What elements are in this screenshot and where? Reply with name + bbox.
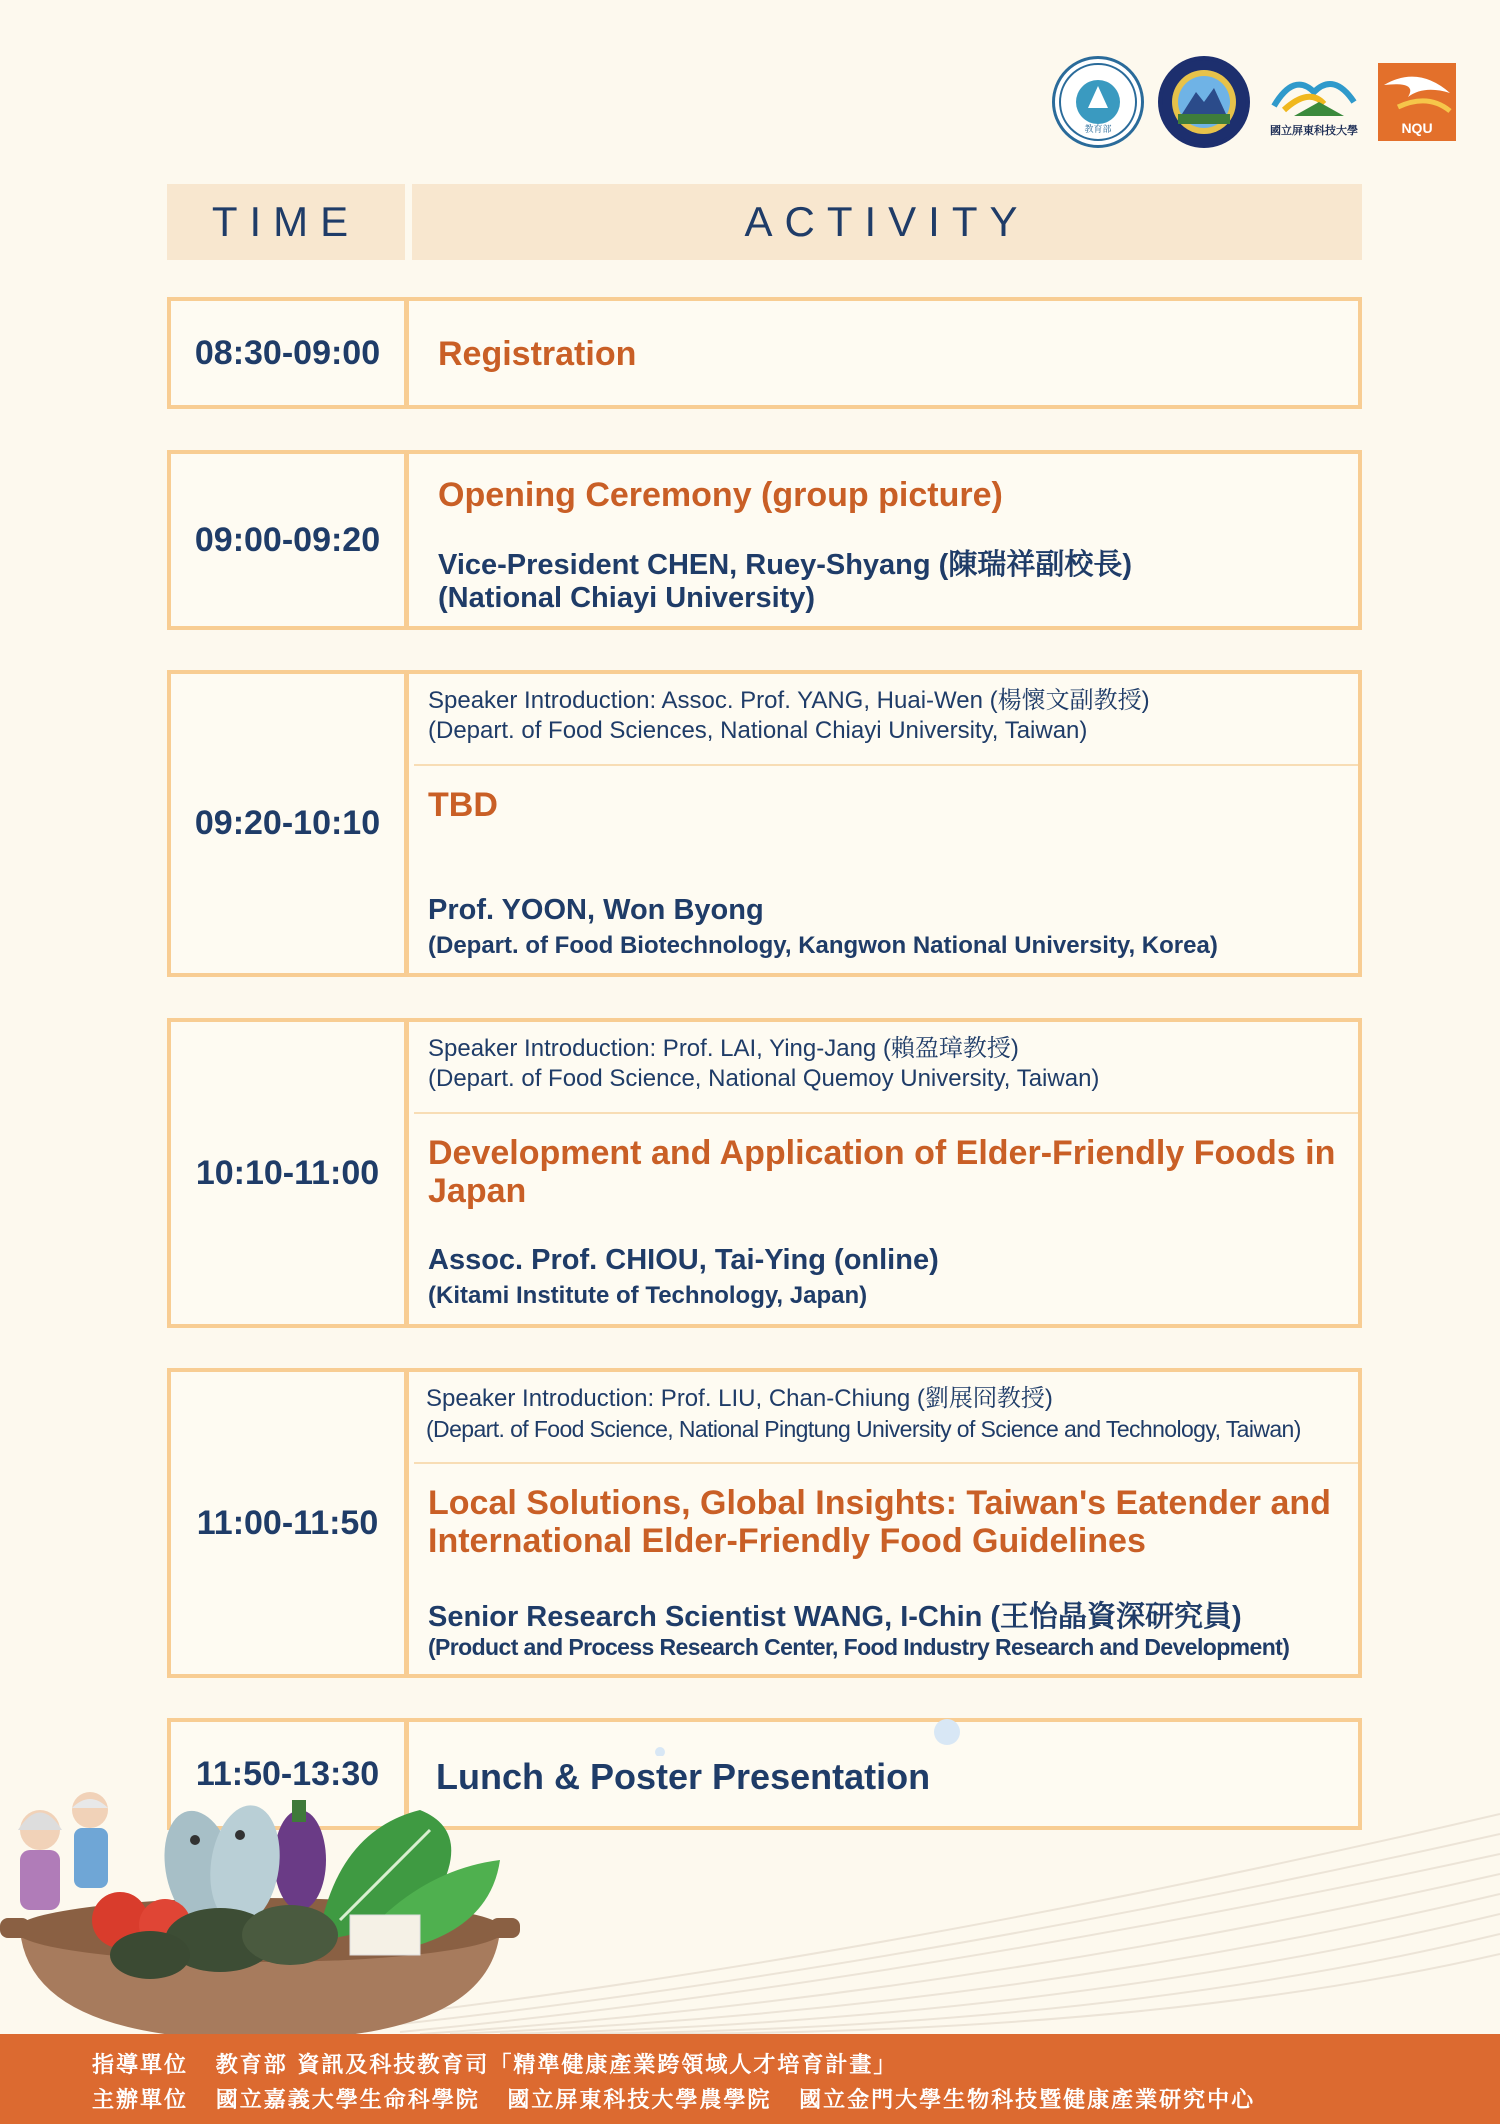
footer-guidance-line — [92, 2048, 1500, 2083]
time-cell: 09:20-10:10 — [171, 674, 409, 973]
time-cell: 11:50-13:30 — [171, 1722, 409, 1826]
introducer-name: Speaker Introduction: Prof. LIU, Chan-Chiung (劉展冏教授) — [426, 1385, 1053, 1412]
activity-cell — [414, 674, 1358, 973]
activity-cell — [414, 454, 1358, 626]
talk-title-line: Development and Application of Elder-Friendly Foods in — [428, 1134, 1336, 1172]
svg-text:教育部: 教育部 — [1084, 125, 1112, 135]
svg-text:NQU: NQU — [1401, 120, 1433, 136]
host-org-1: 國立嘉義大學生命科學院 — [215, 2088, 480, 2113]
introducer-affiliation: (Depart. of Food Science, National Quemoy University, Taiwan) — [428, 1065, 1100, 1092]
activity-cell — [414, 301, 1358, 405]
footer-organizers — [0, 2034, 1500, 2124]
speaker-introduction — [414, 1372, 1358, 1464]
talk-title — [428, 1484, 1331, 1560]
introducer-affiliation: (Depart. of Food Sciences, National Chiayi University, Taiwan) — [428, 717, 1088, 744]
npust-logo — [1264, 56, 1364, 148]
speaker-name: Vice-President CHEN, Ruey-Shyang (陳瑞祥副校長) — [438, 549, 1132, 581]
speaker-name: Assoc. Prof. CHIOU, Tai-Ying (online) — [428, 1244, 939, 1276]
introducer-affiliation: (Depart. of Food Science, National Pingtung University of Science and Technology, Taiwan) — [426, 1416, 1301, 1442]
activity-title: Registration — [438, 335, 637, 373]
speaker-name: Prof. YOON, Won Byong — [428, 894, 764, 926]
talk-title-line: Local Solutions, Global Insights: Taiwan's Eatender and — [428, 1484, 1331, 1522]
time-cell: 08:30-09:00 — [171, 301, 409, 405]
talk-title: TBD — [428, 786, 498, 824]
guidance-text: 教育部 資訊及科技教育司「精準健康產業跨領域人才培育計畫」 — [215, 2053, 898, 2078]
time-cell: 10:10-11:00 — [171, 1022, 409, 1324]
activity-title: Lunch & Poster Presentation — [436, 1756, 931, 1797]
schedule-row-talk-2 — [167, 1018, 1362, 1328]
svg-text:國立屏東科技大學: 國立屏東科技大學 — [1270, 124, 1358, 137]
introducer-name: Speaker Introduction: Prof. LAI, Ying-Jang (賴盈璋教授) — [428, 1035, 1019, 1062]
ministry-of-education-logo — [1052, 56, 1144, 148]
decorative-dots — [640, 1716, 980, 1756]
schedule-row-talk-3 — [167, 1368, 1362, 1678]
introducer-name: Speaker Introduction: Assoc. Prof. YANG, Huai-Wen (楊懷文副教授) — [428, 687, 1150, 714]
activity-column-header: ACTIVITY — [412, 184, 1362, 260]
activity-cell — [414, 1022, 1358, 1324]
schedule-row-talk-1 — [167, 670, 1362, 977]
time-cell: 09:00-09:20 — [171, 454, 409, 626]
activity-cell — [414, 1372, 1358, 1674]
time-column-header: TIME — [167, 184, 405, 260]
speaker-name: Senior Research Scientist WANG, I-Chin (王怡晶資深研究員) — [428, 1601, 1242, 1633]
activity-title: Opening Ceremony (group picture) — [438, 476, 1003, 514]
host-label: 主辦單位 — [92, 2088, 189, 2113]
host-org-2: 國立屏東科技大學農學院 — [507, 2088, 772, 2113]
national-chiayi-university-logo — [1158, 56, 1250, 148]
hotpot-illustration — [0, 1790, 520, 2040]
footer-host-line — [92, 2083, 1500, 2118]
speaker-affiliation: (Depart. of Food Biotechnology, Kangwon National University, Korea) — [428, 932, 1218, 959]
speaker-introduction — [414, 1022, 1358, 1114]
talk-title — [428, 1134, 1335, 1210]
talk-title-line: Japan — [428, 1172, 527, 1210]
schedule-row-registration — [167, 297, 1362, 409]
time-cell: 11:00-11:50 — [171, 1372, 409, 1674]
host-org-3: 國立金門大學生物科技暨健康產業研究中心 — [799, 2088, 1256, 2113]
speaker-affiliation: (Kitami Institute of Technology, Japan) — [428, 1282, 868, 1309]
speaker-affiliation: (Product and Process Research Center, Food Industry Research and Development) — [428, 1634, 1290, 1660]
schedule-row-opening — [167, 450, 1362, 630]
speaker-affiliation: (National Chiayi University) — [438, 582, 816, 614]
speaker-introduction — [414, 674, 1358, 766]
nqu-logo — [1378, 63, 1456, 141]
guidance-label: 指導單位 — [92, 2053, 189, 2078]
talk-title-line: International Elder-Friendly Food Guidelines — [428, 1522, 1146, 1560]
logo-bar — [1052, 56, 1456, 148]
